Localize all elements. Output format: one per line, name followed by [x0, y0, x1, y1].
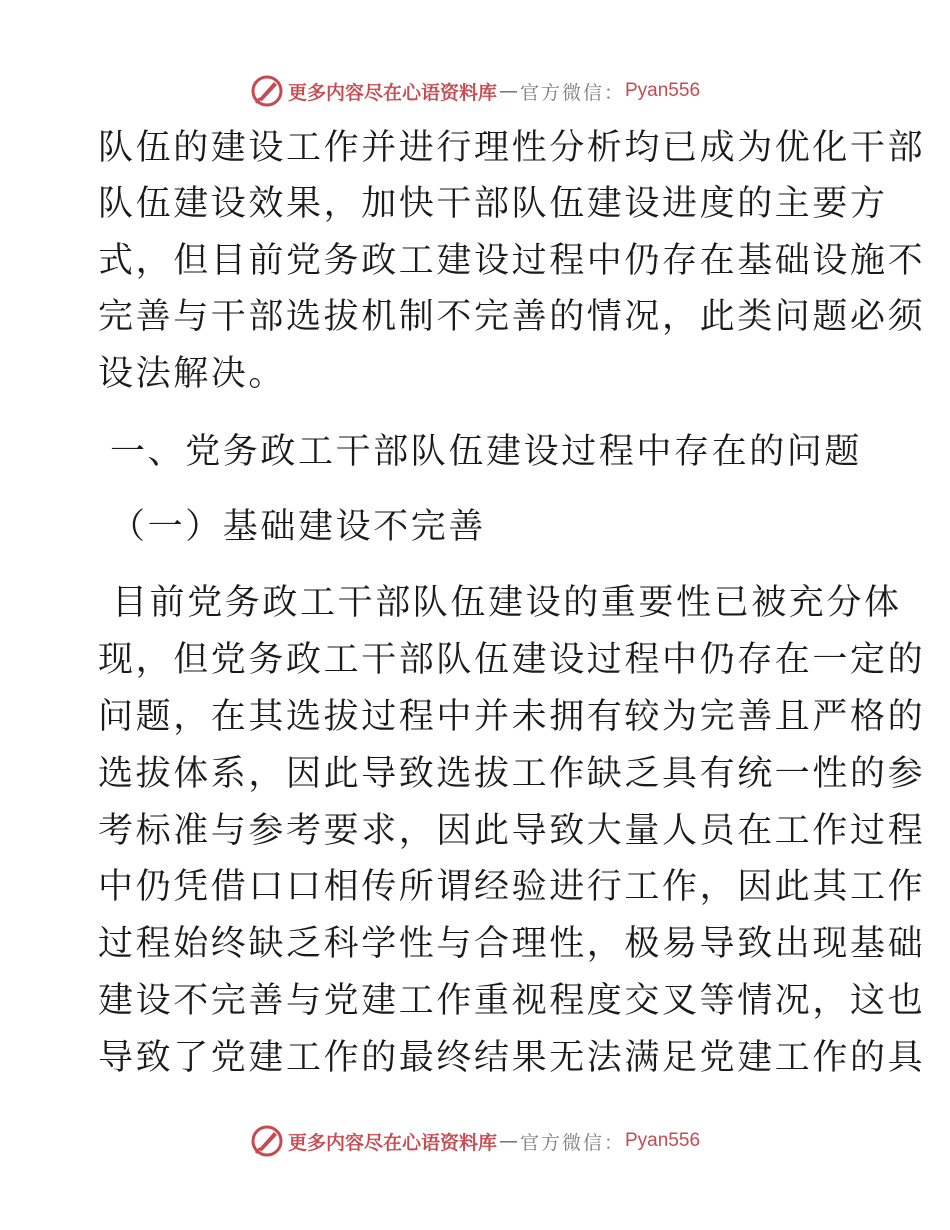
footer-watermark-banner [0, 1121, 950, 1161]
paragraph-2-line: 问题，在其选拔过程中并未拥有较为完善且严格的 [98, 697, 926, 737]
banner-official-label: 官方微信： [519, 81, 625, 104]
paragraph-1-line: 完善与干部选拔机制不完善的情况，此类问题必须 [98, 297, 926, 337]
paragraph-2-line: 目前党务政工干部队伍建设的重要性已被充分体 [112, 583, 902, 623]
banner-main-text: 更多内容尽在心语资料库 [287, 81, 497, 104]
paragraph-1-line: 设法解决。 [98, 354, 287, 394]
paragraph-2-line: 导致了党建工作的最终结果无法满足党建工作的具 [98, 1038, 926, 1078]
banner-dash: — [498, 1130, 518, 1152]
quill-logo-icon [250, 74, 284, 108]
header-watermark-banner [0, 71, 950, 111]
banner-dash: — [498, 80, 518, 102]
section-heading: 一、党务政工干部队伍建设过程中存在的问题 [110, 432, 863, 472]
paragraph-2-line: 现，但党务政工干部队伍建设过程中仍存在一定的 [98, 640, 926, 680]
paragraph-2-line: 建设不完善与党建工作重视程度交叉等情况，这也 [98, 981, 926, 1021]
banner-wechat-id: Pyan556 [625, 1130, 701, 1151]
paragraph-1-line: 队伍建设效果，加快干部队伍建设进度的主要方 [98, 184, 888, 224]
paragraph-2-line: 过程始终缺乏科学性与合理性，极易导致出现基础 [98, 924, 926, 964]
paragraph-2-line: 考标准与参考要求，因此导致大量人员在工作过程 [98, 811, 926, 851]
paragraph-2-line: 中仍凭借口口相传所谓经验进行工作，因此其工作 [98, 867, 926, 907]
paragraph-2-line: 选拔体系，因此导致选拔工作缺乏具有统一性的参 [98, 754, 926, 794]
subsection-heading: （一）基础建设不完善 [110, 507, 487, 547]
quill-logo-icon [250, 1124, 284, 1158]
banner-official-label: 官方微信： [519, 1131, 625, 1154]
banner-main-text: 更多内容尽在心语资料库 [287, 1131, 497, 1154]
paragraph-1-line: 队伍的建设工作并进行理性分析均已成为优化干部 [98, 128, 926, 168]
banner-wechat-id: Pyan556 [625, 80, 701, 101]
paragraph-1-line: 式，但目前党务政工建设过程中仍存在基础设施不 [98, 241, 926, 281]
